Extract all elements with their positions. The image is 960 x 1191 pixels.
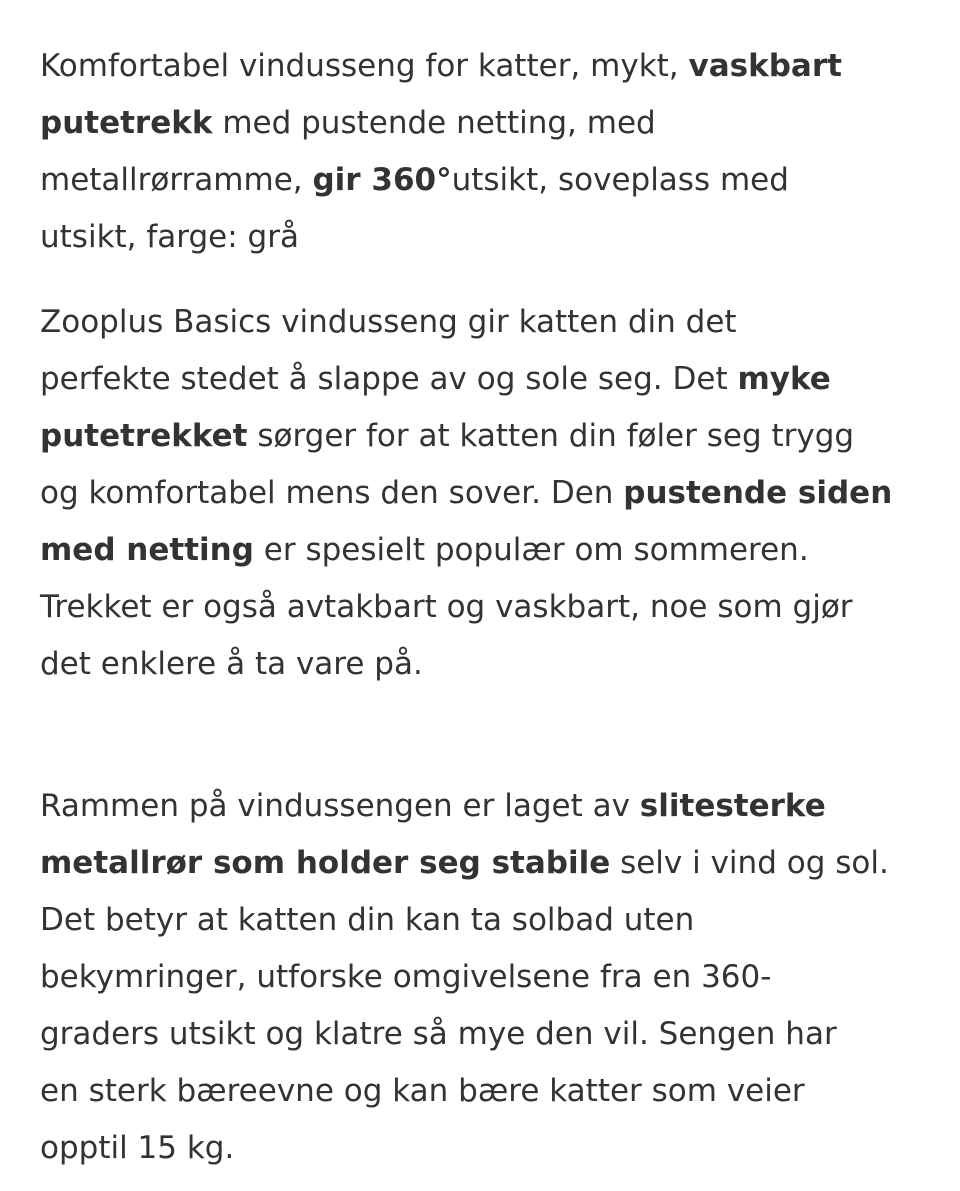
text-line <box>40 1063 930 1120</box>
text-run: bekymringer, utforske omgivelsene fra en 360- <box>40 959 772 995</box>
text-run: Det betyr at katten din kan ta solbad uten <box>40 902 695 938</box>
product-description <box>40 38 930 1177</box>
text-run: Trekket er også avtakbart og vaskbart, noe som gjør <box>40 589 853 625</box>
paragraph-summary <box>40 38 930 266</box>
text-line <box>40 949 930 1006</box>
text-run: og komfortabel mens den sover. Den <box>40 475 624 511</box>
text-run: med pustende netting, med <box>212 105 656 141</box>
bold-text-run: slitesterke <box>639 788 826 824</box>
text-line <box>40 152 930 209</box>
bold-text-run: med netting <box>40 532 254 568</box>
bold-text-run: myke <box>737 361 831 397</box>
text-line <box>40 778 930 835</box>
text-run: Rammen på vindussengen er laget av <box>40 788 640 824</box>
text-line <box>40 636 930 693</box>
text-line <box>40 408 930 465</box>
text-run: opptil 15 kg. <box>40 1130 235 1166</box>
text-run: Komfortabel vindusseng for katter, mykt, <box>40 48 689 84</box>
text-line <box>40 579 930 636</box>
paragraph-comfort <box>40 294 930 693</box>
text-run: perfekte stedet å slappe av og sole seg. Det <box>40 361 738 397</box>
text-run: det enklere å ta vare på. <box>40 646 423 682</box>
text-line <box>40 1120 930 1177</box>
text-run: metallrørramme, <box>40 162 313 198</box>
text-run: utsikt, soveplass med <box>451 162 789 198</box>
bold-text-run: putetrekk <box>40 105 213 141</box>
text-line <box>40 209 930 266</box>
bold-text-run: vaskbart <box>688 48 842 84</box>
bold-text-run: gir 360° <box>312 162 452 198</box>
bold-text-run: metallrør som holder seg stabile <box>40 845 611 881</box>
text-line <box>40 522 930 579</box>
bold-text-run: putetrekket <box>40 418 248 454</box>
text-run: sørger for at katten din føler seg trygg <box>247 418 855 454</box>
text-line <box>40 95 930 152</box>
text-line <box>40 465 930 522</box>
text-run: utsikt, farge: grå <box>40 219 299 255</box>
text-line <box>40 1006 930 1063</box>
text-line <box>40 835 930 892</box>
paragraph-frame <box>40 778 930 1177</box>
text-line <box>40 351 930 408</box>
text-run: selv i vind og sol. <box>610 845 889 881</box>
text-line <box>40 892 930 949</box>
text-run: graders utsikt og klatre så mye den vil. Sengen har <box>40 1016 837 1052</box>
text-run: Zooplus Basics vindusseng gir katten din det <box>40 304 737 340</box>
text-run: er spesielt populær om sommeren. <box>253 532 809 568</box>
text-run: en sterk bæreevne og kan bære katter som veier <box>40 1073 805 1109</box>
text-line <box>40 294 930 351</box>
text-line <box>40 38 930 95</box>
bold-text-run: pustende siden <box>623 475 893 511</box>
